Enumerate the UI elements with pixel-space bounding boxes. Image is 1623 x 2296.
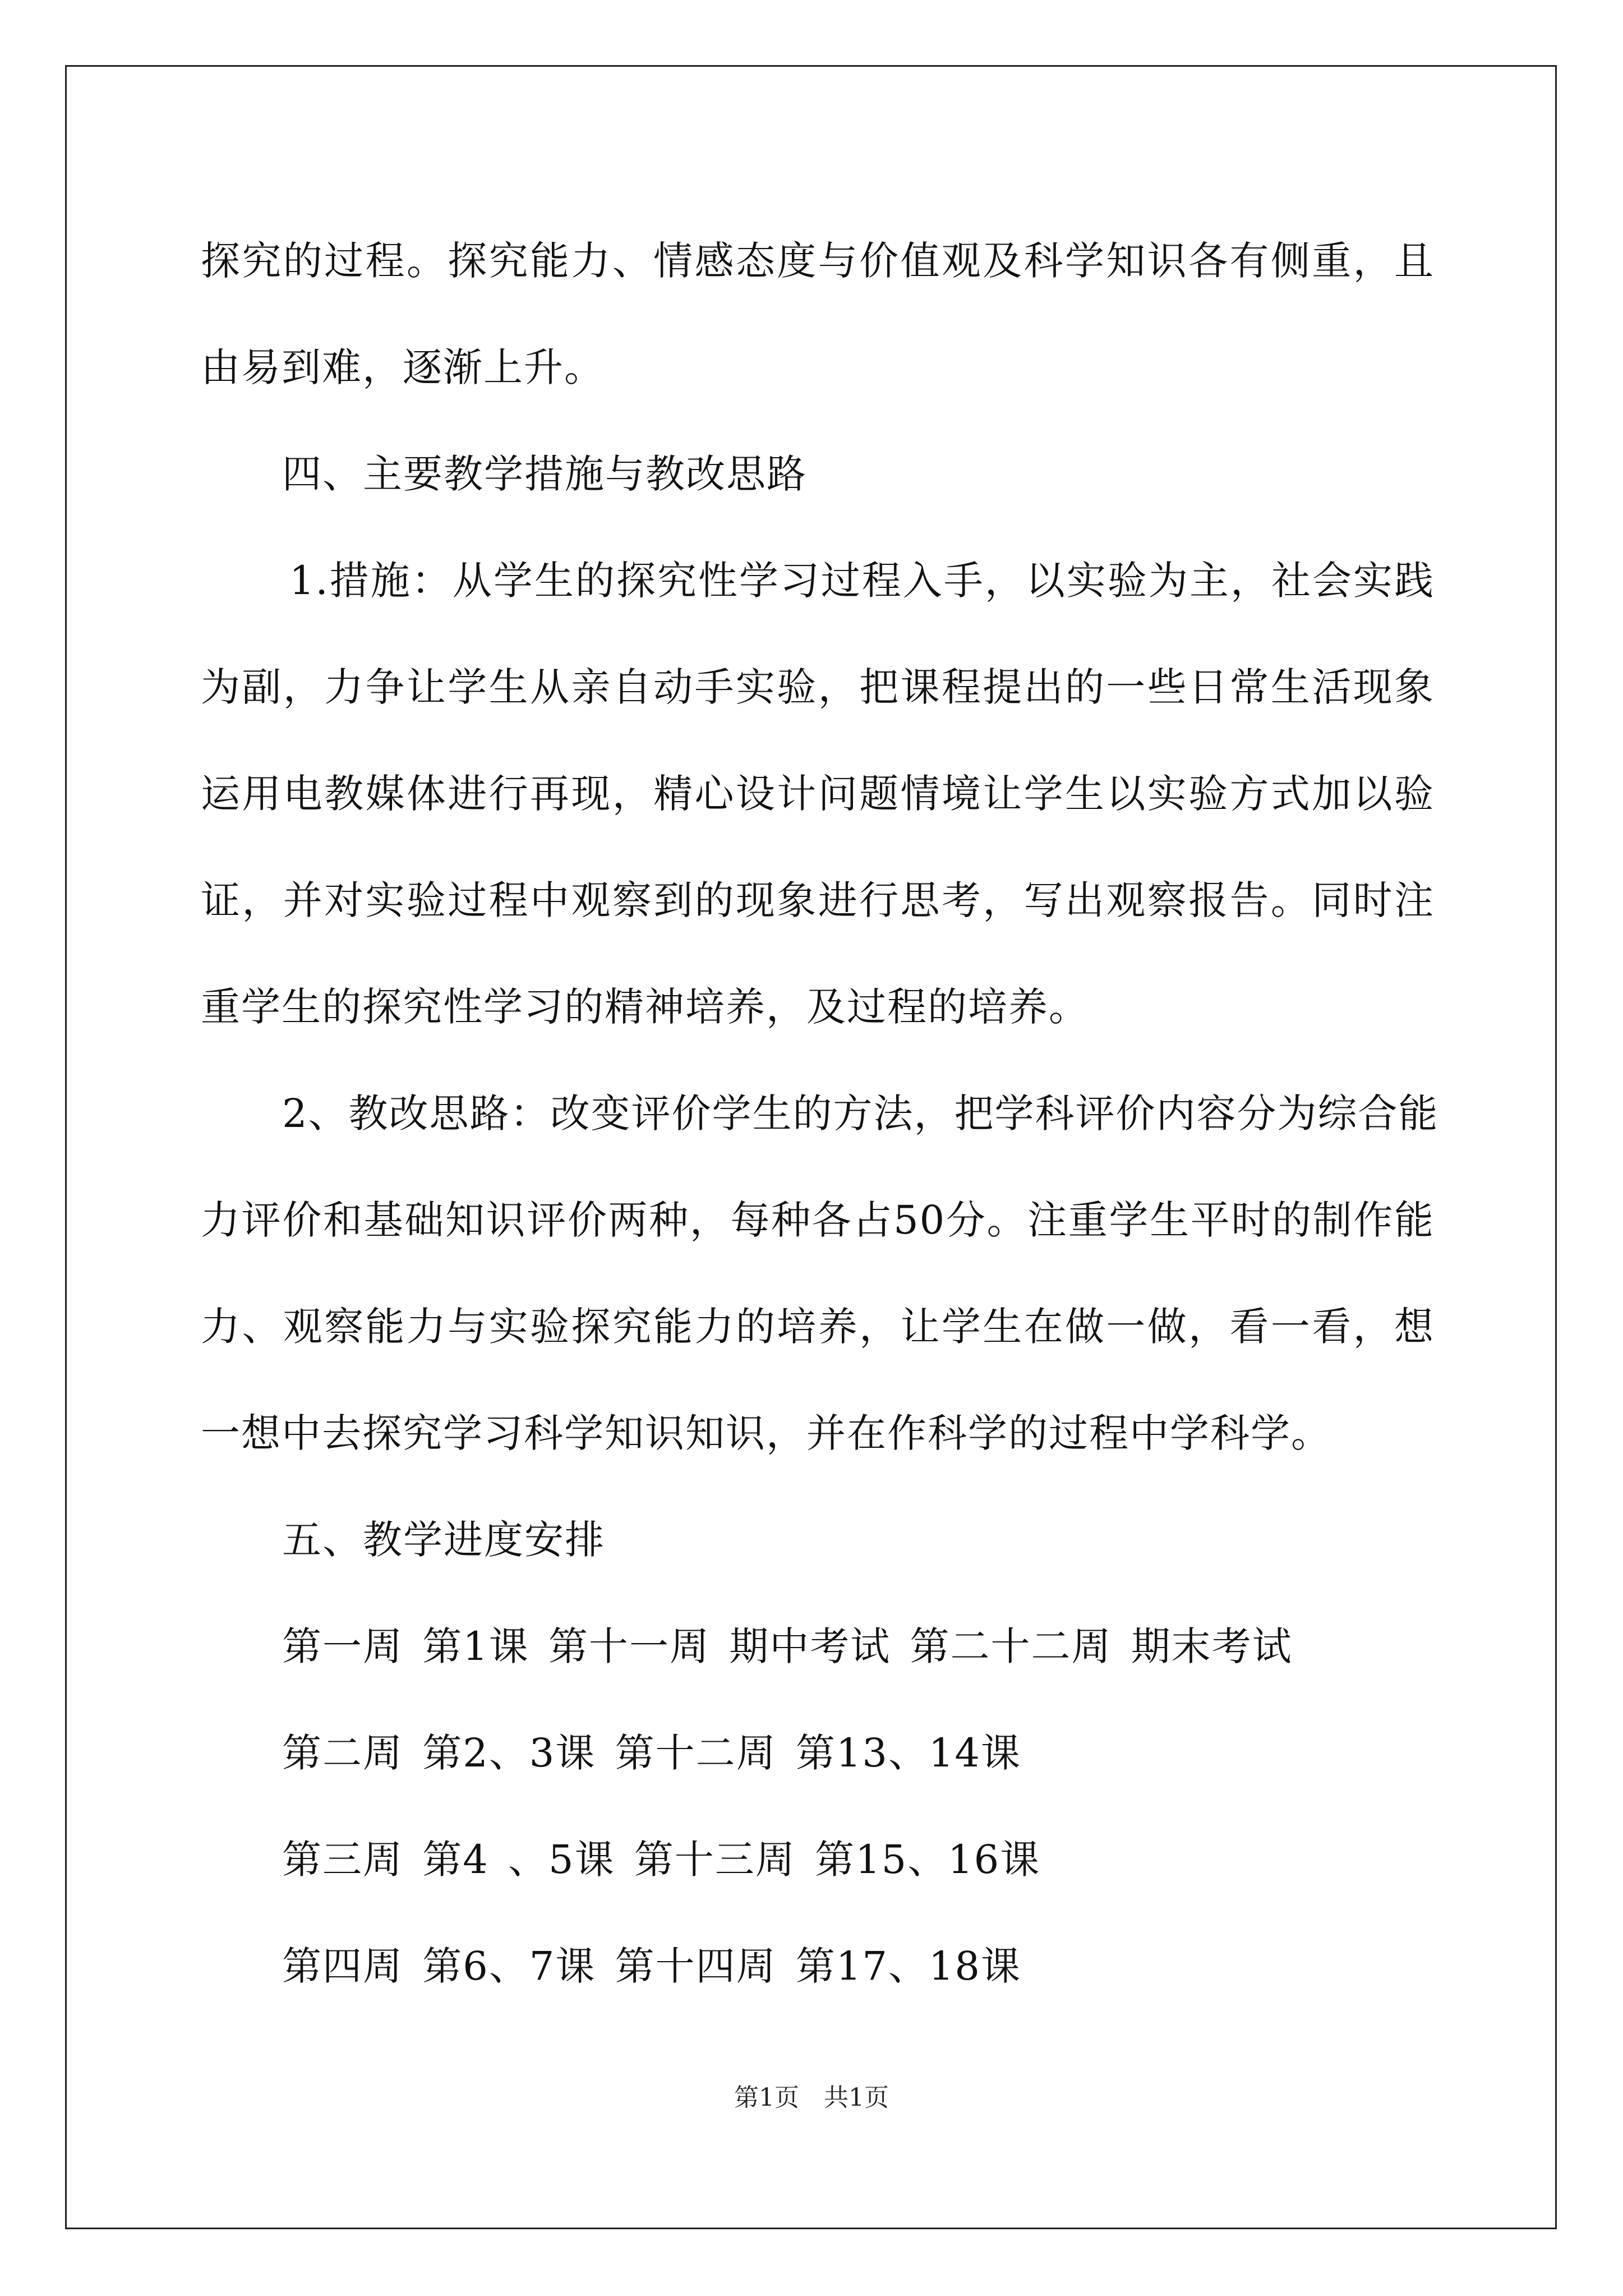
schedule-row: 第三周 第4 、5课 第十三周 第15、16课 (282, 1837, 1041, 1883)
section-heading-five: 五、教学进度安排 (282, 1517, 605, 1563)
reform-line: 2、教改思路：改变评价学生的方法，把学科评价内容分为综合能 (282, 1091, 1439, 1137)
paragraph-line: 由易到难，逐渐上升。 (201, 344, 605, 390)
schedule-row: 第二周 第2、3课 第十二周 第13、14课 (282, 1730, 1021, 1776)
reform-line: 力评价和基础知识评价两种，每种各占50分。注重学生平时的制作能 (201, 1197, 1435, 1243)
reform-line: 一想中去探究学习科学知识知识，并在作科学的过程中学科学。 (201, 1410, 1331, 1456)
schedule-row: 第一周 第1课 第十一周 期中考试 第二十二周 期末考试 (282, 1623, 1293, 1669)
page-footer: 第1页 共1页 (734, 2083, 889, 2112)
schedule-row: 第四周 第6、7课 第十四周 第17、18课 (282, 1943, 1021, 1989)
measures-line: 1.措施：从学生的探究性学习过程入手，以实验为主，社会实践 (289, 558, 1435, 604)
measures-line: 运用电教媒体进行再现，精心设计问题情境让学生以实验方式加以验 (201, 771, 1435, 817)
document-body (201, 208, 1439, 2019)
measures-line: 为副，力争让学生从亲自动手实验，把课程提出的一些日常生活现象 (201, 664, 1435, 710)
section-heading-four: 四、主要教学措施与教改思路 (282, 451, 807, 497)
measures-line: 证，并对实验过程中观察到的现象进行思考，写出观察报告。同时注 (201, 877, 1435, 923)
paragraph-line: 探究的过程。探究能力、情感态度与价值观及科学知识各有侧重，且 (201, 238, 1435, 284)
reform-line: 力、观察能力与实验探究能力的培养，让学生在做一做，看一看，想 (201, 1304, 1435, 1350)
measures-line: 重学生的探究性学习的精神培养，及过程的培养。 (201, 984, 1089, 1030)
